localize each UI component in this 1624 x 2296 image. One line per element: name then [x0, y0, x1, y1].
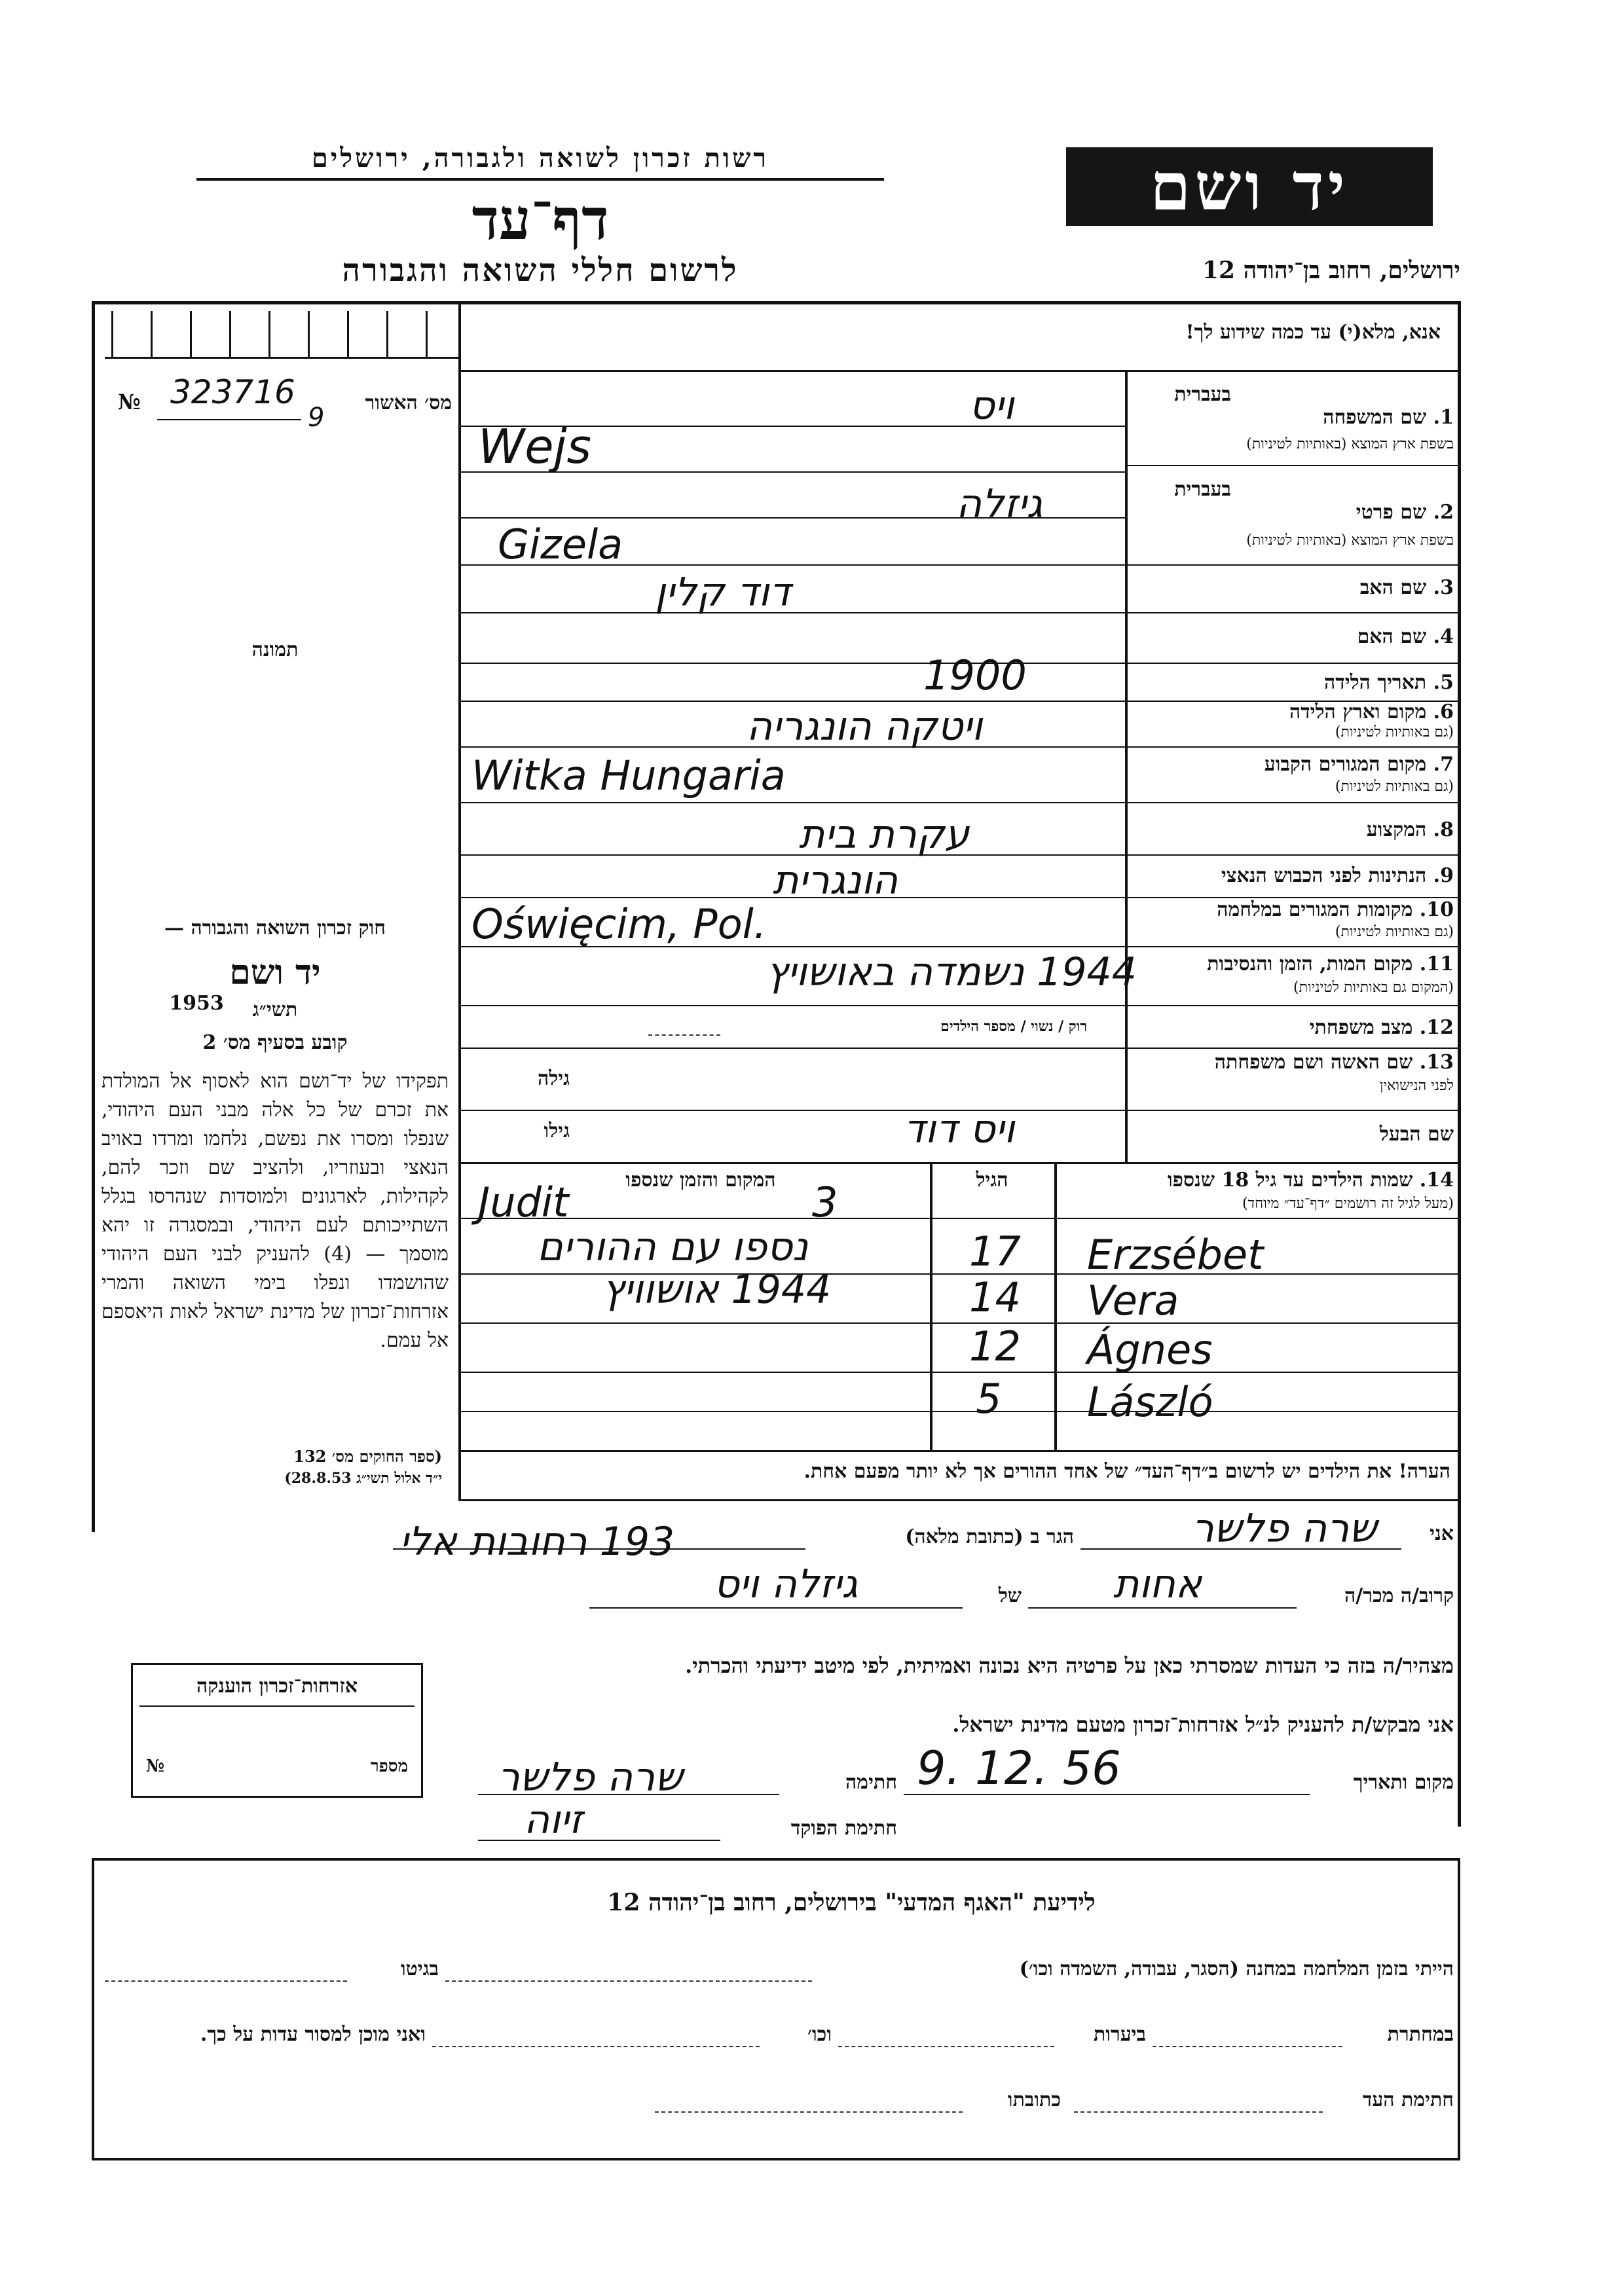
- field-7-sub: (גם באותיות לטיניות): [1335, 778, 1454, 795]
- note-rule: [458, 1499, 1460, 1501]
- birthplace-hebrew: ויטקה הונגריה: [747, 704, 983, 750]
- wife-age-label: גילה: [537, 1067, 570, 1090]
- etc-label: וכו׳: [807, 2023, 832, 2046]
- witness-address-label: כתובתו: [1007, 2088, 1061, 2111]
- bottom-section-top-rule: [92, 1858, 1460, 1861]
- children-sub: (מעל לגיל זה רושמים ״דף־עד״ מיוחד): [1242, 1195, 1454, 1212]
- child-place: 1944 אושוויץ: [602, 1267, 832, 1313]
- children-col-divider-2: [1054, 1162, 1057, 1450]
- field-10-label: 10. מקומות המגורים במלחמה: [1217, 898, 1454, 921]
- form-subtitle: לרשום חללי השואה והגבורה: [342, 252, 739, 289]
- place-date-label: מקום ותאריך: [1353, 1771, 1454, 1794]
- camp-label: הייתי בזמן המלחמה במחנה (הסגר, עבודה, השמדה וכו׳): [1019, 1958, 1454, 1980]
- birth-year: 1900: [923, 651, 1027, 699]
- underground-line: [1153, 2046, 1342, 2047]
- child-age: 3: [812, 1178, 838, 1226]
- field-6-label: 6. מקום וארץ הלידה: [1289, 701, 1454, 723]
- institution-name: רשות זכרון לשואה ולגבורה, ירושלים: [311, 143, 769, 173]
- header-rule: [196, 178, 884, 181]
- form-right-border: [1458, 301, 1461, 1827]
- first-name-hebrew: גיזלה: [956, 481, 1043, 527]
- form-left-border: [92, 301, 95, 1532]
- child-name: Judit: [478, 1178, 569, 1226]
- sidebar-yadvashem: יד ושם: [229, 953, 321, 993]
- sidebar-law-title: חוק זכרון השואה והגבורה —: [164, 917, 386, 939]
- approval-underline: [157, 419, 301, 420]
- children-col-place: המקום והזמן שנספו: [625, 1169, 776, 1192]
- witness-declaration: מצהיר/ה בזה כי העדות שמסרתי כאן על פרטיה היא נכונה ואמיתית, לפי מיטב ידיעתי והכרתי.: [685, 1653, 1454, 1678]
- approval-number: 323716: [170, 373, 295, 411]
- field-1-sub: בשפת ארץ המוצא (באותיות לטיניות): [1246, 436, 1454, 452]
- sidebar-year-hebrew: תשי״ג: [252, 998, 298, 1021]
- stamp-title: אזרחות־זכרון הוענקה: [196, 1675, 358, 1698]
- field-7-label: 7. מקום המגורים הקבוע: [1264, 753, 1454, 776]
- relation-label: קרוב/ה מכר/ה: [1344, 1584, 1454, 1607]
- approval-suffix: 9: [308, 403, 325, 433]
- witness-name: שרה פלשר: [1192, 1506, 1377, 1552]
- field-4-label: 4. שם האם: [1357, 625, 1454, 648]
- witness-residing-label: הגר ב (כתובת מלאה): [905, 1525, 1074, 1548]
- child-name: Erzsébet: [1087, 1231, 1264, 1279]
- witness-address: 193 רחובות אלי: [399, 1519, 675, 1565]
- field-2-label: 2. שם פרטי: [1356, 501, 1454, 524]
- husband-name: ויס דוד: [904, 1106, 1015, 1152]
- header-address: ירושלים, רחוב בן־יהודה 12: [1202, 257, 1460, 284]
- sidebar-ref-2: י״ד אלול תשי״ג 28.8.53): [284, 1470, 442, 1487]
- ghetto-line: [105, 1980, 347, 1982]
- form-top-border: [92, 301, 1460, 304]
- relation-value: אחות: [1113, 1561, 1202, 1607]
- child-age: 14: [969, 1273, 1021, 1321]
- children-label: 14. שמות הילדים עד גיל 18 שנספו: [1167, 1169, 1454, 1192]
- witness-address-line-bottom: [655, 2111, 963, 2113]
- field-2-sub: בשפת ארץ המוצא (באותיות לטיניות): [1246, 532, 1454, 549]
- surname-hebrew: ויס: [969, 383, 1014, 429]
- child-age: 5: [976, 1375, 1002, 1423]
- field-12-label: 12. מצב משפחתי: [1309, 1016, 1454, 1039]
- field-8-label: 8. המקצוע: [1366, 818, 1454, 841]
- officer-label: חתימת הפוקד: [790, 1817, 897, 1840]
- ready-text: ואני מוכן למסור עדות על כך.: [200, 2023, 426, 2046]
- children-col-divider-1: [930, 1162, 932, 1450]
- husband-label: שם הבעל: [1379, 1123, 1454, 1146]
- signature-label: חתימה: [845, 1771, 897, 1794]
- wartime-residence: Oświęcim, Pol.: [471, 900, 767, 948]
- witness-request: אני מבקש/ת להעניק לנ״ל אזרחות־זכרון מטעם מדינת ישראל.: [952, 1712, 1454, 1737]
- sidebar-ref-1: (ספר החוקים מס׳ 132: [293, 1447, 442, 1466]
- nationality: הונגרית: [773, 858, 898, 903]
- sidebar-law-text: תפקידו של יד־ושם הוא לאסוף אל המולדת את זכרם של כל אלה מבני העם היהודי, שנפלו ומסרו את נפשם, נלחמו ומרדו באויב הנאצי ובעוזריו, ולהציב שם וזכר להם, לקהילות, לארגונים ולמוסדות שנהרסו בגלל השתייכותם לעם היהודי, ובמסגרה זו יהא מוסמך — (4) להעניק לבני העם היהודי שהושמדו ונפלו בימי השואה והמרי אזרחות־זכרון של מדינת ישראל לאות היאספם אל עמם.: [101, 1070, 449, 1352]
- etc-line: [432, 2046, 760, 2047]
- forests-line: [838, 2046, 1054, 2047]
- field-5-label: 5. תאריך הלידה: [1324, 671, 1454, 694]
- forests-label: ביערות: [1093, 2023, 1146, 2046]
- witness-i-label: אני: [1430, 1522, 1454, 1545]
- of-value: גיזלה ויס: [714, 1561, 858, 1607]
- hebrew-tag-1: בעברית: [1174, 383, 1231, 406]
- field-13-sub: לפני הנישואין: [1379, 1078, 1454, 1094]
- stamp-rule: [139, 1705, 415, 1707]
- yad-vashem-logo: יד ושם: [1066, 147, 1433, 226]
- memorial-citizenship-stamp: [131, 1663, 423, 1798]
- first-name-latin: Gizela: [498, 520, 623, 568]
- children-note: הערה! את הילדים יש לרשום ב״דף־העד״ של אחד ההורים אך לא יותר מפעם אחת.: [803, 1460, 1450, 1483]
- approval-label: מס׳ האשור: [365, 392, 452, 414]
- field-10-sub: (גם באותיות לטיניות): [1335, 924, 1454, 940]
- bottom-left-border: [92, 1858, 94, 2159]
- underground-label: במחתרת: [1387, 2023, 1454, 2046]
- ghetto-label: בגיטו: [400, 1958, 439, 1980]
- husband-age-label: גילו: [544, 1120, 570, 1142]
- child-name: Vera: [1087, 1277, 1179, 1324]
- intro-text: אנא, מלא(י) עד כמה שידוע לך!: [1185, 321, 1441, 344]
- of-line: [589, 1607, 963, 1609]
- child-place: נספו עם ההורים: [537, 1224, 809, 1270]
- witness-signature-label: חתימת העד: [1362, 2088, 1454, 2111]
- approval-no-mark: №: [118, 390, 141, 414]
- death-place: 1944 נשמדה באושויץ: [766, 949, 1137, 995]
- child-name: Ágnes: [1087, 1326, 1213, 1374]
- bottom-right-border: [1458, 1858, 1460, 2159]
- father-name: דוד קלין: [655, 570, 791, 615]
- child-age: 17: [969, 1228, 1021, 1275]
- surname-latin: Wejs: [478, 419, 592, 474]
- officer-line: [478, 1840, 720, 1841]
- field-1-label: 1. שם המשפחה: [1323, 406, 1454, 429]
- stamp-no-mark: №: [146, 1757, 165, 1776]
- children-count-line: [648, 1034, 720, 1036]
- declaration-date: 9. 12. 56: [917, 1741, 1121, 1795]
- field-6-sub: (גם באותיות לטיניות): [1335, 724, 1454, 740]
- marital-options: רוק / נשוי / מספר הילדים: [940, 1018, 1087, 1035]
- label-column-divider: [1125, 370, 1128, 1162]
- children-col-age: הגיל: [976, 1169, 1008, 1192]
- form-title: דף־עד: [471, 187, 609, 253]
- stamp-number-label: מספר: [370, 1757, 408, 1776]
- field-3-label: 3. שם האב: [1359, 576, 1454, 599]
- form-sidebar-divider: [458, 301, 461, 1499]
- field-13-label: 13. שם האשה ושם משפחתה: [1214, 1051, 1454, 1074]
- field-11-sub: (המקום גם באותיות לטיניות): [1293, 979, 1454, 996]
- witness-signature: שרה פלשר: [498, 1755, 683, 1800]
- hebrew-tag-2: בעברית: [1174, 478, 1231, 501]
- child-name: László: [1087, 1378, 1213, 1426]
- relation-line: [1028, 1607, 1297, 1609]
- of-label: של: [998, 1584, 1022, 1607]
- field-11-label: 11. מקום המות, הזמן והנסיבות: [1207, 953, 1454, 975]
- bottom-title: לידיעת "האגף המדעי" בירושלים, רחוב בן־יהודה 12: [607, 1889, 1096, 1916]
- occupation: עקרת בית: [799, 812, 970, 858]
- birthplace-latin: Witka Hungaria: [471, 752, 786, 799]
- field-9-label: 9. הנתינות לפני הכבוש הנאצי: [1221, 864, 1454, 887]
- sidebar-clause: קובע בסעיף מס׳ 2: [202, 1031, 348, 1054]
- camp-line: [445, 1980, 812, 1982]
- witness-signature-line: [1074, 2111, 1323, 2113]
- officer-signature: זיוה: [524, 1797, 583, 1843]
- intro-rule: [458, 370, 1460, 372]
- sidebar-year: 1953: [169, 992, 224, 1015]
- child-age: 12: [969, 1322, 1021, 1370]
- bottom-section-bottom-rule: [92, 2158, 1460, 2160]
- photo-label: תמונה: [251, 638, 299, 661]
